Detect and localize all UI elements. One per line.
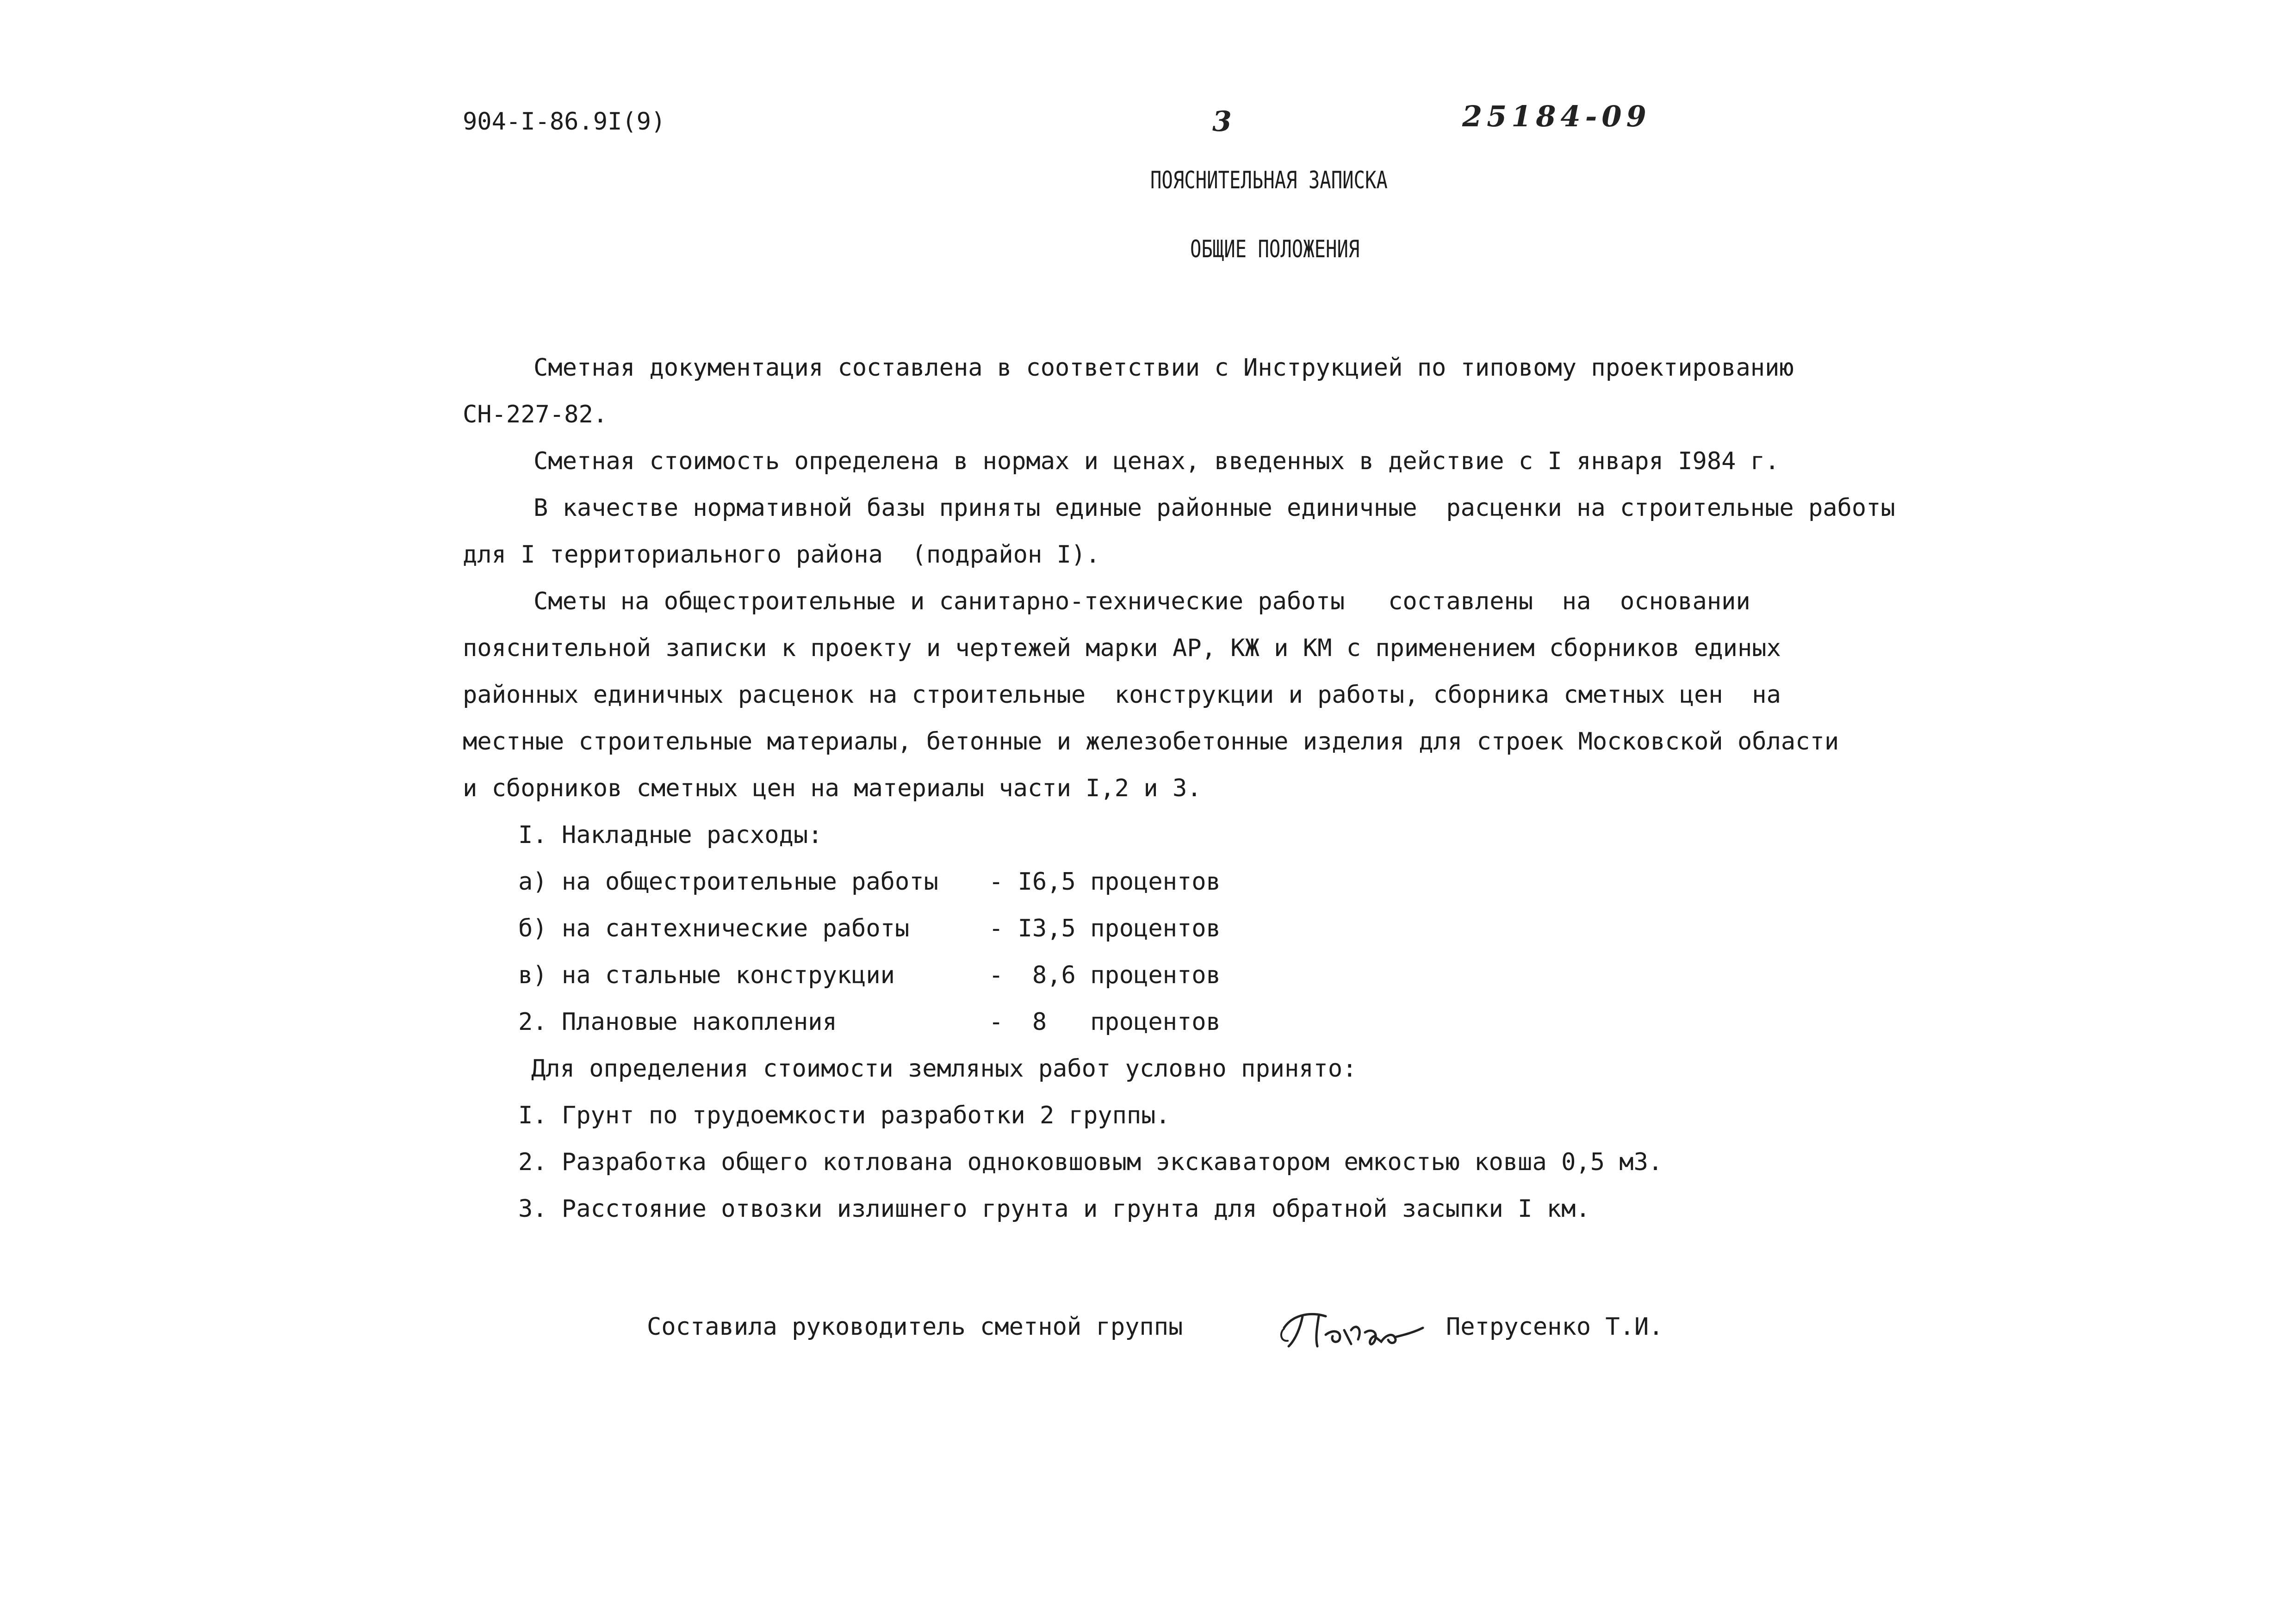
document-code: 904-I-86.9I(9) xyxy=(463,108,666,136)
earthworks-intro: Для определения стоимости земляных работ условно принято: xyxy=(531,1055,1357,1083)
paragraph-2-line-1: Сметная стоимость определена в нормах и ценах, введенных в действие с I января I984 г. xyxy=(534,447,1780,475)
paragraph-4-line-2: пояснительной записки к проекту и чертежей марки АР, КЖ и КМ с применением сборников единых xyxy=(463,634,1781,662)
earthworks-item: 2. Разработка общего котлована одноковшовым экскаватором емкостью ковша 0,5 м3. xyxy=(518,1148,1663,1176)
overhead-row-value: - I3,5 процентов xyxy=(989,915,1221,942)
page-number: 3 xyxy=(1212,105,1232,138)
paragraph-4-line-5: и сборников сметных цен на материалы части I,2 и 3. xyxy=(463,774,1202,802)
overhead-row-label: а) на общестроительные работы xyxy=(518,868,938,896)
paragraph-3-line-1: В качестве нормативной базы приняты единые районные единичные расценки на строительные работы xyxy=(534,494,1895,522)
paragraph-1-line-2: СН-227-82. xyxy=(463,401,608,428)
planned-savings-value: - 8 процентов xyxy=(989,1008,1221,1036)
compiler-role: Составила руководитель сметной группы xyxy=(647,1313,1183,1341)
overhead-row-label: б) на сантехнические работы xyxy=(518,915,910,942)
compiler-name: Петрусенко Т.И. xyxy=(1446,1313,1663,1341)
paragraph-4-line-4: местные строительные материалы, бетонные и железобетонные изделия для строек Московской области xyxy=(463,728,1839,756)
overhead-row-value: - 8,6 процентов xyxy=(989,961,1221,989)
overhead-row-value: - I6,5 процентов xyxy=(989,868,1221,896)
section-title: ОБЩИЕ ПОЛОЖЕНИЯ xyxy=(1190,235,1360,263)
handwritten-signature xyxy=(1275,1295,1432,1365)
earthworks-item: I. Грунт по трудоемкости разработки 2 группы. xyxy=(518,1102,1170,1129)
earthworks-item: 3. Расстояние отвозки излишнего грунта и грунта для обратной засыпки I км. xyxy=(518,1195,1590,1223)
document-title: ПОЯСНИТЕЛЬНАЯ ЗАПИСКА xyxy=(1150,167,1388,194)
overhead-row-label: в) на стальные конструкции xyxy=(518,961,895,989)
paragraph-1-line-1: Сметная документация составлена в соответствии с Инструкцией по типовому проектированию xyxy=(534,354,1794,382)
overheads-heading: I. Накладные расходы: xyxy=(518,821,823,849)
paragraph-4-line-1: Сметы на общестроительные и санитарно-технические работы составлены на основании xyxy=(534,588,1750,615)
archive-number: 25184-09 xyxy=(1462,99,1651,133)
planned-savings-label: 2. Плановые накопления xyxy=(518,1008,837,1036)
paragraph-3-line-2: для I территориального района (подрайон I). xyxy=(463,541,1100,569)
paragraph-4-line-3: районных единичных расценок на строительные конструкции и работы, сборника сметных цен на xyxy=(463,681,1781,709)
